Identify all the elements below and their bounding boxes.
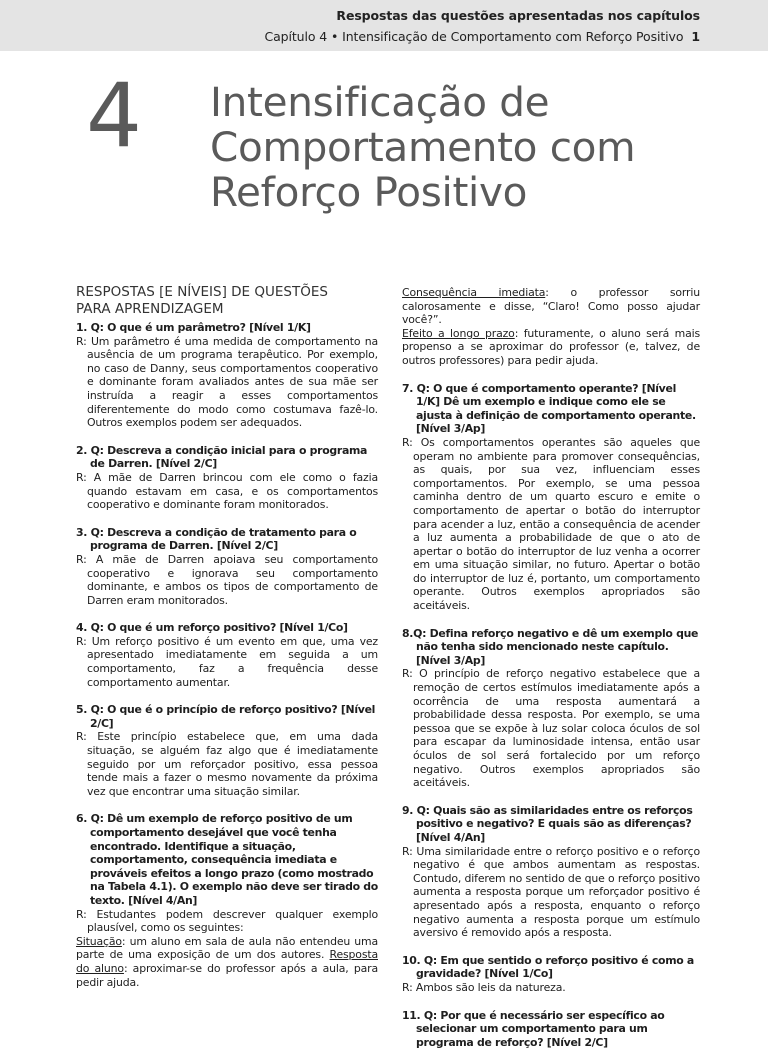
answer-6: R: Estudantes podem descrever qualquer exemplo plausível, como os seguintes: bbox=[76, 908, 378, 935]
question-3: 3. Q: Descreva a condição de tratamento para o programa de Darren. [Nível 2/C] bbox=[76, 526, 378, 553]
answer-9: R: Uma similaridade entre o reforço positivo e o reforço negativo é que ambos aumentam as respostas. Contudo, diferem no sentido de que o reforço positivo aumenta a resposta porque um reforçador positivo é apresentado após a resposta, enquanto o reforço negativo aumenta a resposta porque um estímulo aversivo é removido após a resposta. bbox=[402, 845, 700, 940]
situation-label: Situação bbox=[76, 935, 122, 948]
answer-6-long-term bbox=[402, 327, 700, 368]
response-text: : aproximar-se do professor após a aula, para pedir ajuda. bbox=[76, 962, 378, 989]
left-column bbox=[76, 284, 378, 989]
answer-4: R: Um reforço positivo é um evento em que, uma vez apresentado imediatamente em seguida a um comportamento, faz a frequência desse comportamento aumentar. bbox=[76, 635, 378, 689]
answer-8: R: O princípio de reforço negativo estabelece que a remoção de certos estímulos imediatamente após a ocorrência de uma resposta aumentará a probabilidade dessa resposta. Por exemplo, se uma pessoa que se expõe à luz solar coloca óculos de sol para escapar da luminosidade intensa, então usar óculos de sol será fortalecido por um reforço negativo. Outros exemplos apropriados são aceitáveis. bbox=[402, 667, 700, 789]
answer-6-situation bbox=[76, 935, 378, 989]
chapter-title-line: Reforço Positivo bbox=[210, 170, 730, 215]
answer-5: R: Este princípio estabelece que, em uma dada situação, se alguém faz algo que é imediatamente seguido por um reforçador positivo, essa pessoa tende mais a fazer o mesmo novamente da próxima vez que encontrar uma situação similar. bbox=[76, 730, 378, 798]
page-number: 1 bbox=[691, 29, 700, 44]
question-2: 2. Q: Descreva a condição inicial para o programa de Darren. [Nível 2/C] bbox=[76, 444, 378, 471]
question-1: 1. Q: O que é um parâmetro? [Nível 1/K] bbox=[76, 321, 378, 335]
question-5: 5. Q: O que é o princípio de reforço positivo? [Nível 2/C] bbox=[76, 703, 378, 730]
section-heading bbox=[76, 284, 378, 318]
question-7: 7. Q: O que é comportamento operante? [Nível 1/K] Dê um exemplo e indique como ele se ajusta à definição de comportamento operante. [Nível 3/Ap] bbox=[402, 382, 700, 436]
question-8: 8.Q: Defina reforço negativo e dê um exemplo que não tenha sido mencionado neste capítulo. [Nível 3/Ap] bbox=[402, 627, 700, 668]
header-chapter bbox=[264, 29, 700, 44]
chapter-number: 4 bbox=[86, 72, 142, 160]
header-title: Respostas das questões apresentadas nos capítulos bbox=[336, 8, 700, 23]
question-6: 6. Q: Dê um exemplo de reforço positivo de um comportamento desejável que você tenha encontrado. Identifique a situação, comportamento, consequência imediata e prováveis efeitos a longo prazo (como mostrado na Tabela 4.1). O exemplo não deve ser tirado do texto. [Nível 4/An] bbox=[76, 812, 378, 907]
question-4: 4. Q: O que é um reforço positivo? [Nível 1/Co] bbox=[76, 621, 378, 635]
answer-3: R: A mãe de Darren apoiava seu comportamento cooperativo e ignorava seu comportamento dominante, e ambos os tipos de comportamento de Darren eram monitorados. bbox=[76, 553, 378, 607]
question-11: 11. Q: Por que é necessário ser específico ao selecionar um comportamento para um programa de reforço? [Nível 2/C] bbox=[402, 1009, 700, 1049]
response-label: Resposta do aluno bbox=[76, 948, 378, 975]
situation-text: : um aluno em sala de aula não entendeu uma parte de uma exposição de um dos autores. bbox=[76, 935, 378, 962]
section-heading-line: RESPOSTAS [E NÍVEIS] DE QUESTÕES bbox=[76, 284, 378, 301]
right-column bbox=[402, 286, 700, 1049]
question-9: 9. Q: Quais são as similaridades entre os reforços positivo e negativo? E quais são as diferenças? [Nível 4/An] bbox=[402, 804, 700, 845]
chapter-title-line: Comportamento com bbox=[210, 125, 730, 170]
running-header bbox=[0, 0, 768, 51]
long-term-text: : futuramente, o aluno será mais propenso a se aproximar do professor (e, talvez, de outros professores) para pedir ajuda. bbox=[402, 327, 700, 367]
long-term-label: Efeito a longo prazo bbox=[402, 327, 515, 340]
answer-10: R: Ambos são leis da natureza. bbox=[402, 981, 700, 995]
consequence-label: Consequência imediata bbox=[402, 286, 545, 299]
answer-6-consequence bbox=[402, 286, 700, 327]
answer-7: R: Os comportamentos operantes são aqueles que operam no ambiente para promover consequências, as quais, por sua vez, influenciam esses comportamentos. Por exemplo, se uma pessoa caminha dentro de um quarto escuro e emite o comportamento de apertar o botão do interruptor para acender a luz, então a consequência de acender a luz aumenta a probabilidade de que o ato de apertar o botão do interruptor de luz venha a ocorrer em uma situação similar, no futuro. Apertar o botão do interruptor de luz é, portanto, um comportamento operante. Outros exemplos apropriados são aceitáveis. bbox=[402, 436, 700, 613]
answer-1: R: Um parâmetro é uma medida de comportamento na ausência de um programa terapêutico. Por exemplo, no caso de Danny, seus comportamentos cooperativo e dominante foram avaliados antes de sua mãe ser instruída a reagir a esses comportamentos diferentemente do modo como costumava fazê-lo. Outros exemplos podem ser adequados. bbox=[76, 335, 378, 430]
answer-2: R: A mãe de Darren brincou com ele como o fazia quando estavam em casa, e os comportamentos cooperativo e dominante foram monitorados. bbox=[76, 471, 378, 512]
section-heading-line: PARA APRENDIZAGEM bbox=[76, 301, 378, 318]
consequence-text: : o professor sorriu calorosamente e disse, “Claro! Como posso ajudar você?”. bbox=[402, 286, 700, 326]
header-chapter-text: Capítulo 4 • Intensificação de Comportamento com Reforço Positivo bbox=[264, 29, 683, 44]
question-10: 10. Q: Em que sentido o reforço positivo é como a gravidade? [Nível 1/Co] bbox=[402, 954, 700, 981]
chapter-title bbox=[210, 80, 730, 215]
chapter-title-line: Intensificação de bbox=[210, 80, 730, 125]
